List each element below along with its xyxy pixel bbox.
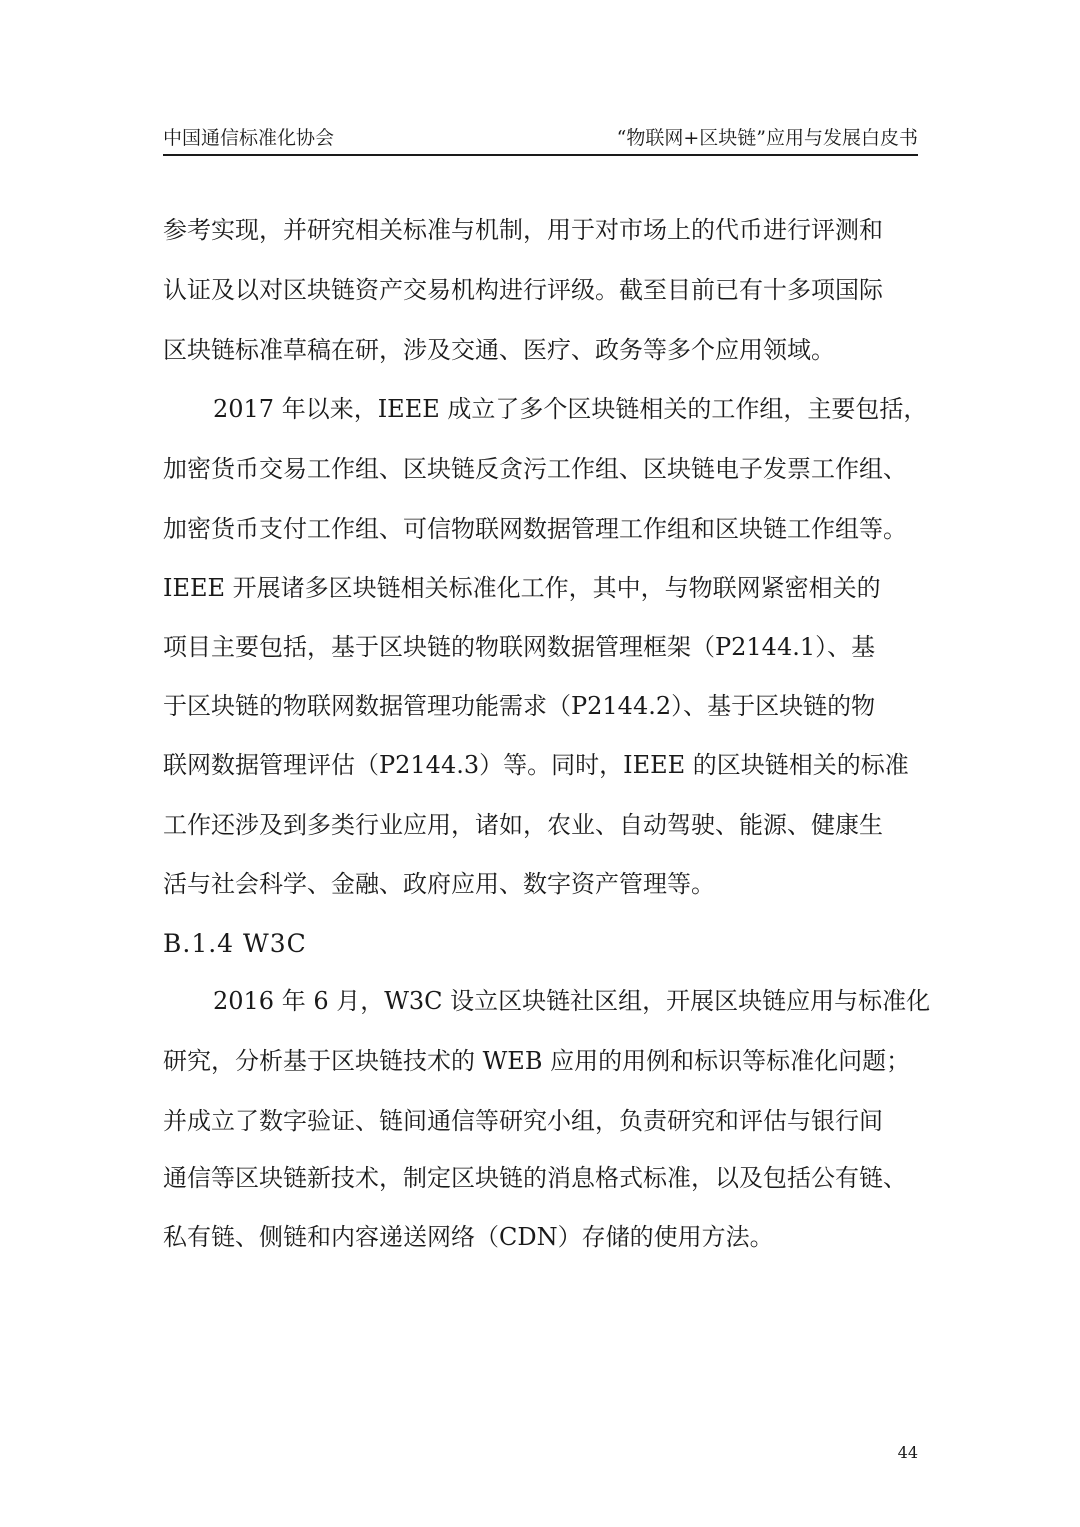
paragraph-line: 参考实现，并研究相关标准与机制，用于对市场上的代币进行评测和 <box>163 216 883 244</box>
paragraph-line: 研究，分析基于区块链技术的 WEB 应用的用例和标识等标准化问题； <box>163 1047 911 1075</box>
paragraph-line: 认证及以对区块链资产交易机构进行评级。截至目前已有十多项国际 <box>163 276 883 304</box>
paragraph-line: 联网数据管理评估（P2144.3）等。同时，IEEE 的区块链相关的标准 <box>163 751 909 779</box>
page-number: 44 <box>897 1443 918 1462</box>
paragraph-line: 私有链、侧链和内容递送网络（CDN）存储的使用方法。 <box>163 1223 774 1251</box>
paragraph-line: 加密货币交易工作组、区块链反贪污工作组、区块链电子发票工作组、 <box>163 455 907 483</box>
paragraph-line: 2017 年以来，IEEE 成立了多个区块链相关的工作组，主要包括， <box>213 395 928 423</box>
paragraph-line: 通信等区块链新技术，制定区块链的消息格式标准，以及包括公有链、 <box>163 1164 907 1192</box>
paragraph-line: 并成立了数字验证、链间通信等研究小组，负责研究和评估与银行间 <box>163 1107 883 1135</box>
paragraph-line: IEEE 开展诸多区块链相关标准化工作，其中，与物联网紧密相关的 <box>163 574 881 602</box>
header-organization: 中国通信标准化协会 <box>163 127 335 149</box>
paragraph-line: 加密货币支付工作组、可信物联网数据管理工作组和区块链工作组等。 <box>163 515 907 543</box>
section-heading: B.1.4 W3C <box>163 929 307 958</box>
paragraph-line: 活与社会科学、金融、政府应用、数字资产管理等。 <box>163 870 715 898</box>
paragraph-line: 工作还涉及到多类行业应用，诸如，农业、自动驾驶、能源、健康生 <box>163 811 883 839</box>
paragraph-line: 区块链标准草稿在研，涉及交通、医疗、政务等多个应用领域。 <box>163 336 835 364</box>
paragraph-line: 项目主要包括，基于区块链的物联网数据管理框架（P2144.1）、基 <box>163 633 876 661</box>
paragraph-line: 2016 年 6 月，W3C 设立区块链社区组，开展区块链应用与标准化 <box>213 987 931 1015</box>
page-header <box>163 122 918 156</box>
header-document-title: “物联网+区块链”应用与发展白皮书 <box>616 127 918 149</box>
paragraph-line: 于区块链的物联网数据管理功能需求（P2144.2）、基于区块链的物 <box>163 692 876 720</box>
